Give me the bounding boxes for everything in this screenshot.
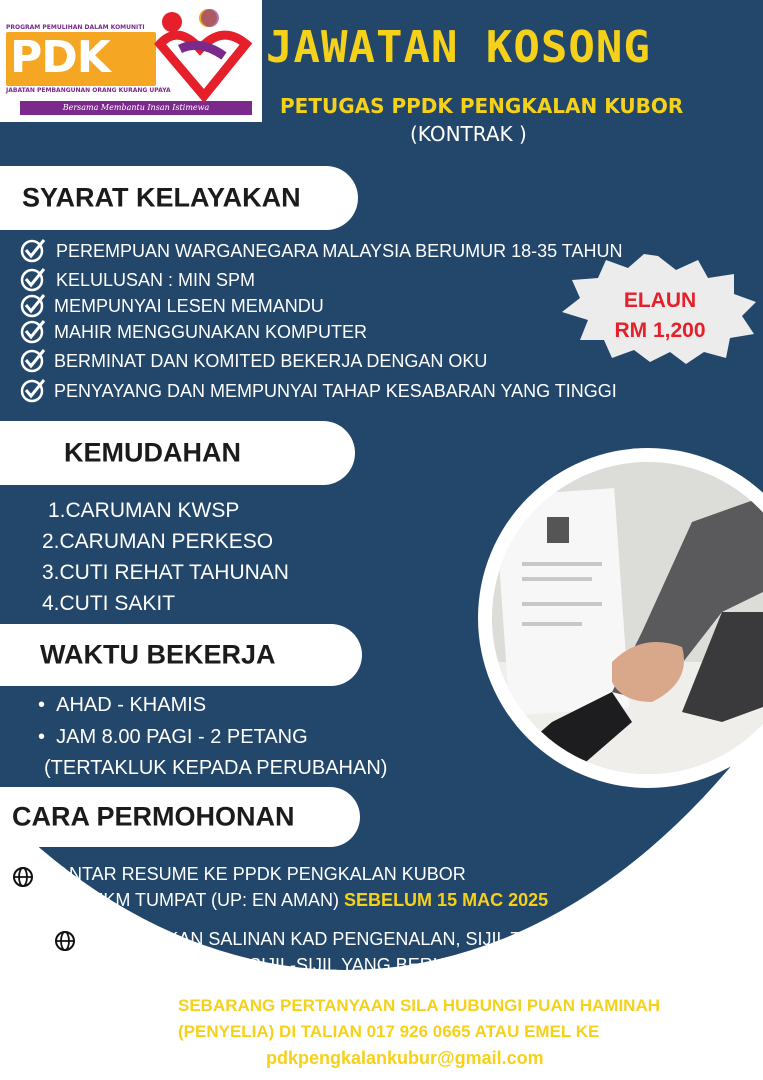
requirement-text: PEREMPUAN WARGANEGARA MALAYSIA BERUMUR 18-35 TAHUN xyxy=(56,241,623,261)
requirement-text: MAHIR MENGGUNAKAN KOMPUTER xyxy=(54,322,368,342)
position-title: PETUGAS PPDK PENGKALAN KUBOR xyxy=(280,94,684,118)
apply-step1-line2 xyxy=(44,888,548,913)
contact-email-link[interactable]: pdkpengkalankubur@gmail.com xyxy=(266,1048,544,1068)
contact-line2: (PENYELIA) DI TALIAN 017 926 0665 ATAU EMEL KE xyxy=(178,1022,600,1041)
requirement-text: KELULUSAN : MIN SPM xyxy=(56,270,256,290)
apply-step1-text: ATAU JKM TUMPAT (UP: EN AMAN) xyxy=(44,890,340,910)
check-circle-icon xyxy=(20,378,46,404)
logo-brand-text: PDK xyxy=(10,32,110,83)
logo-department-text: JABATAN PEMBANGUNAN ORANG KURANG UPAYA xyxy=(6,87,171,94)
apply-step2-line2: AKADEMIK DAN SIJIL-SIJIL YANG BERKAITAN xyxy=(108,955,497,975)
allowance-amount: RM 1,200 xyxy=(614,319,706,342)
apply-step1-line1: HANTAR RESUME KE PPDK PENGKALAN KUBOR xyxy=(44,864,466,884)
apply-heading: CARA PERMOHONAN xyxy=(12,801,295,832)
requirements-heading: SYARAT KELAYAKAN xyxy=(22,182,301,213)
requirements-heading-pill xyxy=(0,166,358,230)
allowance-label xyxy=(560,286,760,346)
pdk-logo xyxy=(0,0,262,122)
facility-item: 4.CUTI SAKIT xyxy=(42,592,176,615)
hours-text: JAM 8.00 PAGI - 2 PETANG xyxy=(56,726,308,748)
contact-line1: SEBARANG PERTANYAAN SILA HUBUNGI PUAN HAMINAH xyxy=(178,996,661,1015)
facilities-heading-pill xyxy=(0,421,355,485)
apply-step2-line1: SERTAKAN SALINAN KAD PENGENALAN, SIJIL TERTINGGI xyxy=(108,929,609,949)
facility-item: 1.CARUMAN KWSP xyxy=(48,499,240,522)
logo-program-text: PROGRAM PEMULIHAN DALAM KOMUNITI xyxy=(6,24,145,31)
allowance-title: ELAUN xyxy=(623,289,697,312)
globe-icon xyxy=(48,924,82,958)
hours-text: AHAD - KHAMIS xyxy=(56,694,207,716)
logo-heart-icon xyxy=(150,4,260,104)
contract-label: (KONTRAK ) xyxy=(410,122,527,146)
requirement-text: BERMINAT DAN KOMITED BEKERJA DENGAN OKU xyxy=(54,351,488,371)
apply-heading-pill xyxy=(0,787,360,847)
check-circle-icon xyxy=(20,348,46,374)
logo-brand-box xyxy=(6,32,156,86)
hours-note: (TERTAKLUK KEPADA PERUBAHAN) xyxy=(44,757,388,779)
globe-icon xyxy=(6,860,40,894)
facility-item: 2.CARUMAN PERKESO xyxy=(42,530,274,553)
requirement-text: MEMPUNYAI LESEN MEMANDU xyxy=(54,296,324,316)
hours-heading-pill xyxy=(0,624,362,686)
requirement-text: PENYAYANG DAN MEMPUNYAI TAHAP KESABARAN YANG TINGGI xyxy=(54,381,617,401)
check-circle-icon xyxy=(20,293,46,319)
poster-title: JAWATAN KOSONG xyxy=(266,22,651,73)
facilities-heading: KEMUDAHAN xyxy=(64,437,241,468)
logo-tagline: Bersama Membantu Insan Istimewa xyxy=(20,101,252,115)
facility-item: 3.CUTI REHAT TAHUNAN xyxy=(42,561,289,584)
question-mark-icon: ? xyxy=(128,984,155,1042)
check-circle-icon xyxy=(20,267,46,293)
hours-item: • JAM 8.00 PAGI - 2 PETANG xyxy=(38,726,308,748)
hours-item: • AHAD - KHAMIS xyxy=(38,694,207,716)
check-circle-icon xyxy=(20,238,46,264)
hours-heading: WAKTU BEKERJA xyxy=(40,639,276,670)
check-circle-icon xyxy=(20,319,46,345)
apply-deadline: SEBELUM 15 MAC 2025 xyxy=(344,890,549,910)
